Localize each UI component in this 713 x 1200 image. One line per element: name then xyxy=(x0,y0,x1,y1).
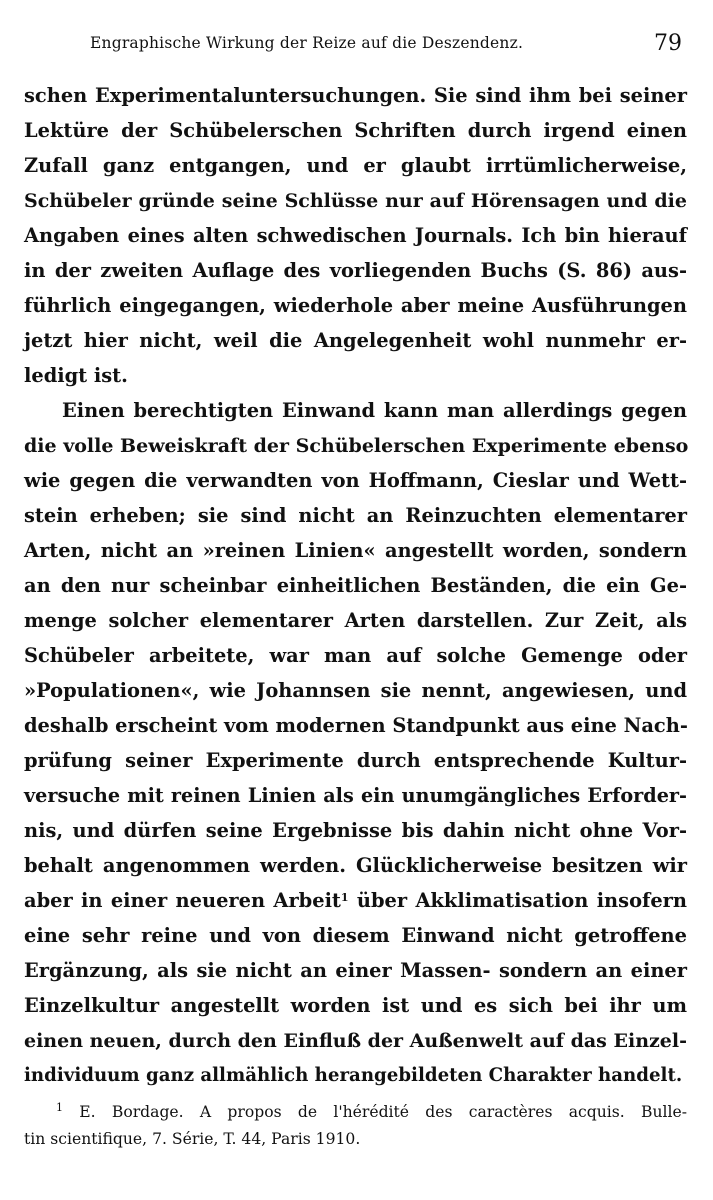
text-line-with-footnote-ref xyxy=(24,885,687,917)
running-head xyxy=(90,31,690,62)
text-line: behalt angenommen werden. Glücklicherweise besitzen wir xyxy=(24,854,687,877)
text-line: prüfung seiner Experimente durch entsprechende Kultur- xyxy=(24,749,687,772)
text-line: »Populationen«, wie Johannsen sie nennt, angewiesen, und xyxy=(24,679,687,702)
text-line: Einen berechtigten Einwand kann man allerdings gegen xyxy=(62,399,687,422)
text-line: wie gegen die verwandten von Hoffmann, Cieslar und Wett- xyxy=(24,469,687,492)
footnote-marker: 1 xyxy=(56,1101,63,1114)
text-line: Angaben eines alten schwedischen Journals. Ich bin hierauf xyxy=(24,224,687,247)
text-line: individuum ganz allmählich herangebildeten Charakter handelt. xyxy=(24,1065,683,1086)
text-line: Ergänzung, als sie nicht an einer Massen- sondern an einer xyxy=(24,959,687,982)
text-line: Arten, nicht an »reinen Linien« angestellt worden, sondern xyxy=(24,539,687,562)
text-line: nis, und dürfen seine Ergebnisse bis dahin nicht ohne Vor- xyxy=(24,819,687,842)
footnote-reference[interactable]: 1 xyxy=(340,891,349,904)
text-line: in der zweiten Auflage des vorliegenden Buchs (S. 86) aus- xyxy=(24,259,687,282)
text-line: Schübeler gründe seine Schlüsse nur auf Hörensagen und die xyxy=(24,190,687,212)
text-line: an den nur scheinbar einheitlichen Beständen, die ein Ge- xyxy=(24,574,687,597)
text-fragment: aber in einer neueren Arbeit xyxy=(24,889,341,912)
text-fragment: über Akklimatisation insofern xyxy=(348,889,687,912)
text-line: jetzt hier nicht, weil die Angelegenheit wohl nunmehr er- xyxy=(24,329,687,352)
text-line: schen Experimentaluntersuchungen. Sie sind ihm bei seiner xyxy=(24,84,687,107)
text-line: führlich eingegangen, wiederhole aber meine Ausführungen xyxy=(24,294,687,317)
text-line: einen neuen, durch den Einfluß der Außenwelt auf das Einzel- xyxy=(24,1030,687,1052)
footnote-text: E. Bordage. A propos de l'hérédité des caractères acquis. Bulle- xyxy=(79,1103,687,1121)
text-line: menge solcher elementarer Arten darstellen. Zur Zeit, als xyxy=(24,609,687,632)
text-line: deshalb erscheint vom modernen Standpunkt aus eine Nach- xyxy=(24,714,688,737)
text-line: Zufall ganz entgangen, und er glaubt irrtümlicherweise, xyxy=(24,154,687,177)
footnote-line xyxy=(56,1100,687,1124)
running-title: Engraphische Wirkung der Reize auf die Deszendenz. xyxy=(90,34,524,52)
text-line: Lektüre der Schübelerschen Schriften durch irgend einen xyxy=(24,119,687,142)
text-line: versuche mit reinen Linien als ein unumgängliches Erforder- xyxy=(24,784,687,807)
text-line: die volle Beweiskraft der Schübelerschen Experimente ebenso xyxy=(24,435,689,457)
page-number: 79 xyxy=(654,31,682,56)
text-line: Schübeler arbeitete, war man auf solche Gemenge oder xyxy=(24,644,687,667)
text-line: eine sehr reine und von diesem Einwand nicht getroffene xyxy=(24,924,687,947)
text-line: stein erheben; sie sind nicht an Reinzuchten elementarer xyxy=(24,504,687,527)
text-line: ledigt ist. xyxy=(24,364,128,387)
footnote-line: tin scientifique, 7. Série, T. 44, Paris 1910. xyxy=(24,1130,361,1148)
text-line: Einzelkultur angestellt worden ist und es sich bei ihr um xyxy=(24,994,687,1017)
